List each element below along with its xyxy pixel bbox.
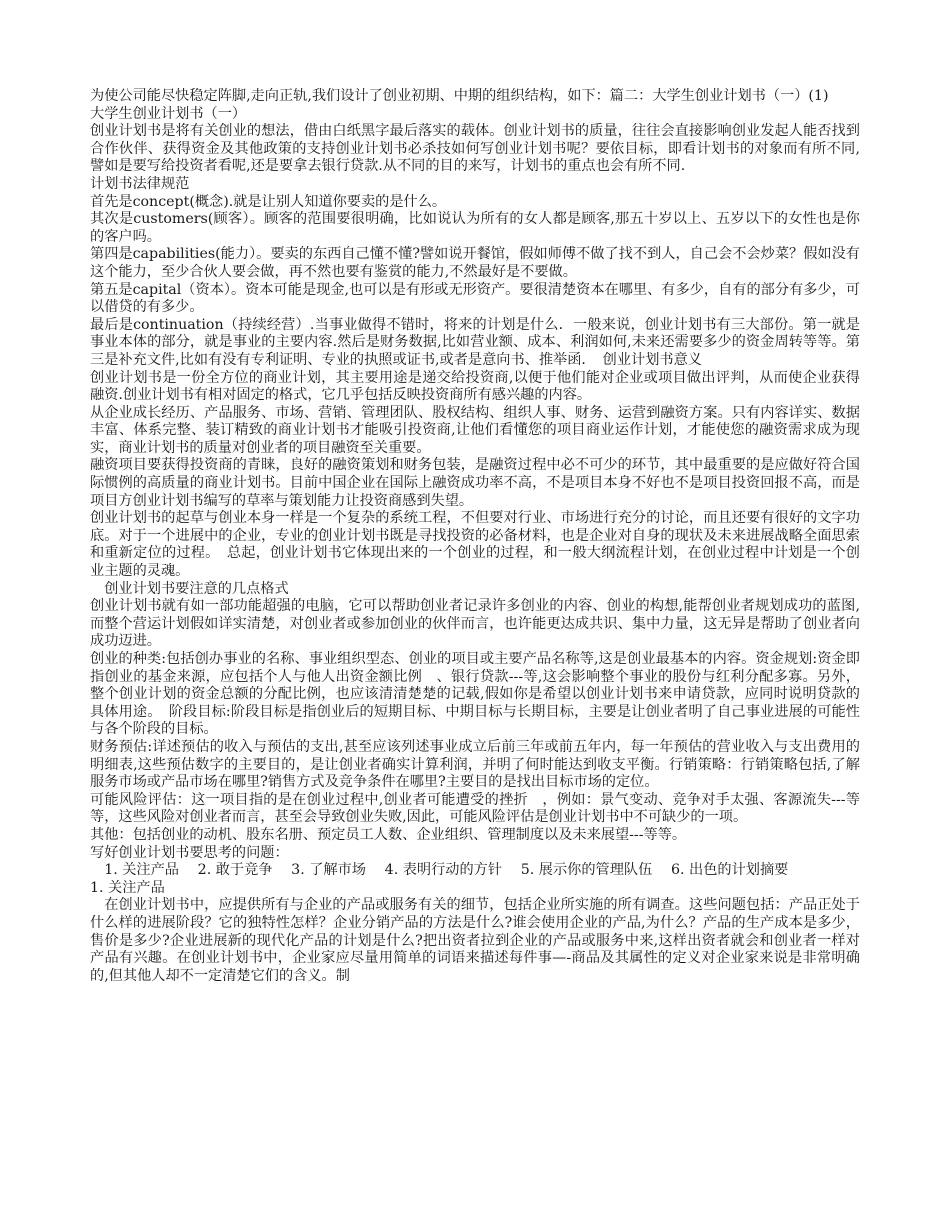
heading-format-notes: 创业计划书要注意的几点格式 [90, 580, 289, 597]
paragraph-concept: 首先是concept(概念).就是让别人知道你要卖的是什么。 [90, 193, 447, 210]
heading-questions: 写好创业计划书要思考的问题： [90, 844, 289, 861]
heading-plan-one: 大学生创业计划书（一） [90, 105, 247, 122]
paragraph-drafting: 创业计划书的起草与创业本身一样是一个复杂的系统工程，不但要对行业、市场进行充分的讨论，而且还要有很好的文字功底。对于一个进展中的企业，专业的创业计划书既是寻找投资的必备材料，也是企业对自身的现状及未来进展战略全面思索和重新定位的过程。 总起，创业计划书它体现出来的一个创业的过程，和一般大纲流程计划，在创业过程中计划是一个创业主题的灵魂。 [90, 510, 860, 580]
paragraph-capabilities: 第四是capabilities(能力）。要卖的东西自己懂不懂?譬如说开餐馆，假如师傅不做了找不到人，自己会不会炒菜？假如没有这个能力，至少合伙人要会做，再不然也要有鉴赏的能力,不然最好是不要做。 [90, 246, 860, 280]
paragraph-financial-forecast: 财务预估:详述预估的收入与预估的支出,甚至应该列述事业成立后前三年或前五年内，每一年预估的营业收入与支出费用的明细表,这些预估数字的主要目的，是让创业者确实计算利润，并明了何时能达到收支平衡。行销策略：行销策略包括,了解服务市场或产品市场在哪里?销售方式及竞争条件在哪里?主要目的是找出目标市场的定位。 [90, 738, 860, 791]
paragraph-question-list: 1. 关注产品 2. 敢于竞争 3. 了解市场 4. 表明行动的方针 5. 展示你的管理队伍 6. 出色的计划摘要 [90, 862, 789, 879]
paragraph-customers: 其次是customers(顾客）。顾客的范围要很明确，比如说认为所有的女人都是顾客,那五十岁以上、五岁以下的女性也是你的客户吗。 [90, 211, 860, 245]
paragraph-risk-assessment: 可能风险评估：这一项目指的是在创业过程中,创业者可能遭受的挫折 ，例如：景气变动、竞争对手太强、客源流失---等等，这些风险对创业者而言，甚至会导致创业失败,因此，可能风险评估是创业计划书中不可缺少的一项。 [90, 791, 860, 826]
paragraph-business-type: 创业的种类:包括创办事业的名称、事业组织型态、创业的项目或主要产品名称等,这是创业最基本的内容。资金规划:资金即指创业的基金来源，应包括个人与他人出资金额比例 、银行贷款---等,这会影响整个事业的股份与红利分配多寡。另外，整个创业计划的资金总额的分配比例，也应该清清楚楚的记载,假如你是希望以创业计划书来申请贷款，应同时说明贷款的具体用途。 阶段目标:阶段目标是指创业后的短期目标、中期目标与长期目标，主要是让创业者明了自己事业进展的可能性与各个阶段的目标。 [90, 651, 860, 738]
paragraph-plan-definition: 创业计划书是将有关创业的想法，借由白纸黑字最后落实的载体。创业计划书的质量，往往会直接影响创业发起人能否找到合作伙伴、获得资金及其他政策的支持创业计划书必杀技如何写创业计划书呢？要依目标，即看计划书的对象而有所不同,譬如是要写给投资者看呢,还是要拿去银行贷款.从不同的目的来写，计划书的重点也会有所不同. [90, 123, 860, 175]
paragraph-continuation: 最后是continuation（持续经营）.当事业做得不错时，将来的计划是什么．一般来说，创业计划书有三大部份。第一就是事业本体的部分，就是事业的主要内容.然后是财务数据,比如营业额、成本、利润如何,未来还需要多少的资金周转等等。第三是补充文件,比如有没有专利证明、专业的执照或证书,或者是意向书、推举函． 创业计划书意义 [90, 316, 860, 368]
paragraph-focus-product: 在创业计划书中，应提供所有与企业的产品或服务有关的细节，包括企业所实施的所有调查。这些问题包括：产品正处于什么样的进展阶段？它的独特性怎样？企业分销产品的方法是什么?谁会使用企业的产品,为什么？产品的生产成本是多少，售价是多少?企业进展新的现代化产品的计划是什么?把出资者拉到企业的产品或服务中来,这样出资者就会和创业者一样对产品有兴趣。在创业计划书中，企业家应尽量用简单的词语来描述每件事—-商品及其属性的定义对企业家来说是非常明确的,但其他人却不一定清楚它们的含义。制 [90, 897, 860, 984]
paragraph-plan-content: 从企业成长经历、产品服务、市场、营销、管理团队、股权结构、组织人事、财务、运营到融资方案。只有内容详实、数据丰富、体系完整、装订精致的商业计划书才能吸引投资商,让他们看懂您的项目商业运作计划，才能使您的融资需求成为现实，商业计划书的质量对创业者的项目融资至关重要。 [90, 404, 860, 456]
paragraph-computer-analogy: 创业计划书就有如一部功能超强的电脑，它可以帮助创业者记录许多创业的内容、创业的构想,能帮创业者规划成功的蓝图,而整个营运计划假如详实清楚，对创业者或参加创业的伙伴而言，也许能更达成共识、集中力量，这无异是帮助了创业者向成功迈进。 [90, 598, 860, 650]
paragraph-capital: 第五是capital（资本）。资本可能是现金,也可以是有形或无形资产。要很清楚资本在哪里、有多少，自有的部分有多少，可以借贷的有多少。 [90, 281, 860, 316]
document-body [90, 88, 860, 985]
paragraph-financing: 融资项目要获得投资商的青睐，良好的融资策划和财务包装，是融资过程中必不可少的环节，其中最重要的是应做好符合国际惯例的高质量的商业计划书。目前中国企业在国际上融资成功率不高，不是项目本身不好也不是项目投资回报不高，而是项目方创业计划书编写的草率与策划能力让投资商感到失望。 [90, 457, 860, 509]
heading-focus-product: 1. 关注产品 [90, 879, 165, 896]
paragraph-other: 其他：包括创业的动机、股东名册、预定员工人数、企业组织、管理制度以及未来展望---等等。 [90, 826, 687, 843]
paragraph-intro: 为使公司能尽快稳定阵脚,走向正轨,我们设计了创业初期、中期的组织结构，如下：篇二：大学生创业计划书（一）(1) [90, 88, 829, 104]
paragraph-plan-purpose: 创业计划书是一份全方位的商业计划，其主要用途是递交给投资商,以便于他们能对企业或项目做出评判，从而使企业获得融资.创业计划书有相对固定的格式，它几乎包括反映投资商所有感兴趣的内容。 [90, 369, 860, 404]
heading-legal-norms: 计划书法律规范 [90, 175, 190, 192]
